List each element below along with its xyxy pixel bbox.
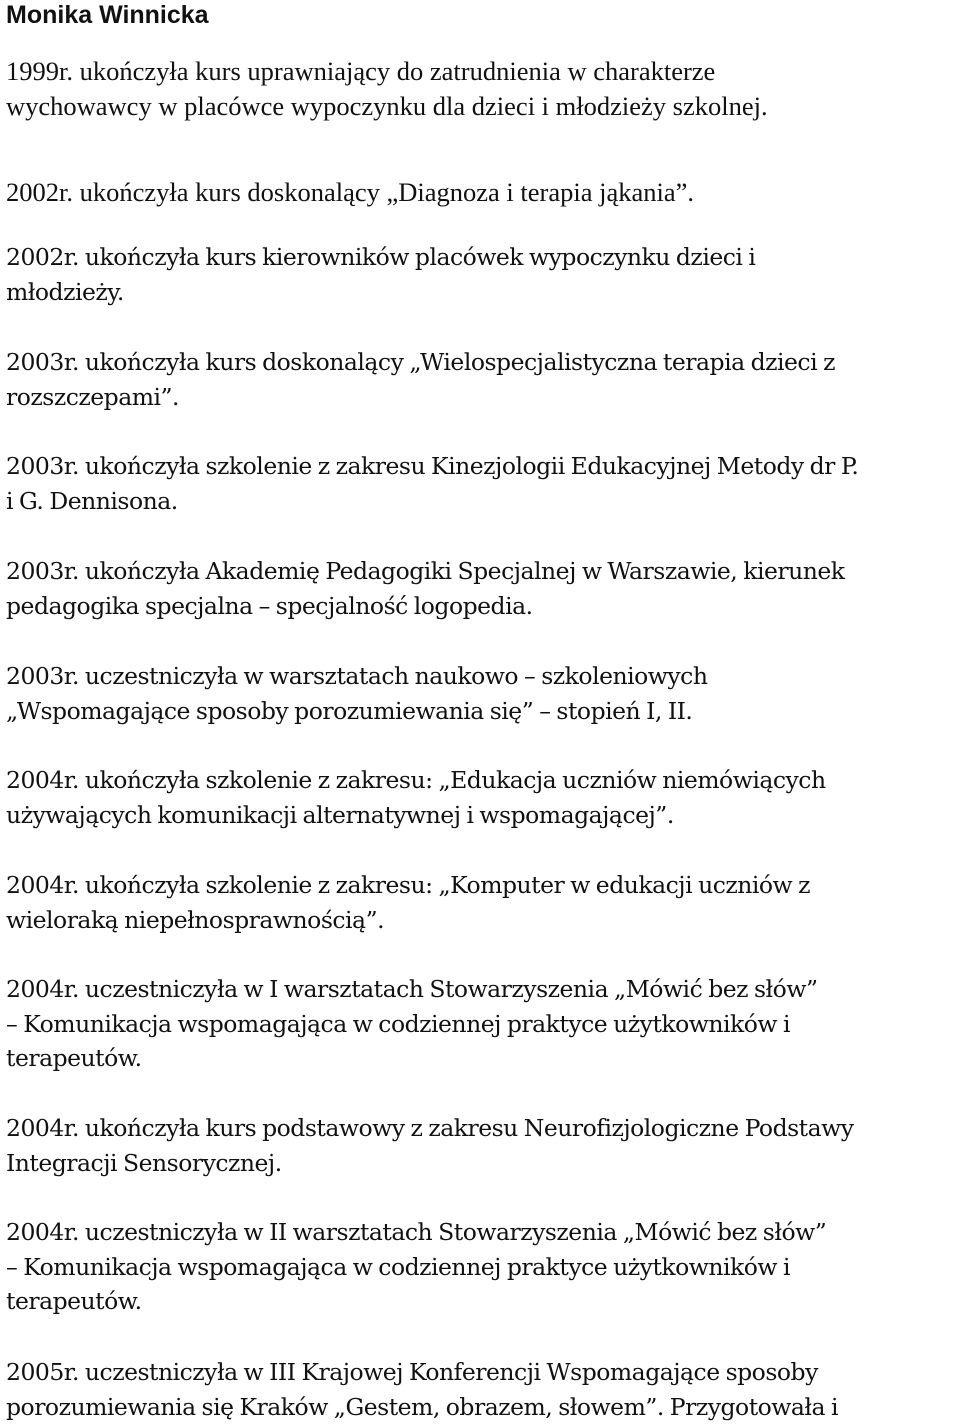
entry-line: wychowawcy w placówce wypoczynku dla dzieci i młodzieży szkolnej. [6, 90, 768, 121]
entry-line: porozumiewania się Kraków „Gestem, obrazem, słowem”. Przygotowała i [6, 1392, 839, 1421]
entry-line: 2004r. ukończyła szkolenie z zakresu: „Komputer w edukacji uczniów z [6, 871, 811, 899]
person-name: Monika Winnicka [6, 1, 209, 29]
entry-line: „Wspomagające sposoby porozumiewania się” – stopień I, II. [6, 696, 693, 725]
entry-2002-stuttering-course [6, 175, 694, 210]
entry-2003-kinesiology [6, 449, 858, 518]
entry-line: terapeutów. [6, 1287, 142, 1315]
entry-line: 2002r. ukończyła kurs doskonalący „Diagnoza i terapia jąkania”. [6, 177, 695, 207]
entry-2003-academy [6, 554, 845, 623]
entry-line: młodzieży. [6, 277, 124, 306]
entry-line: 2005r. uczestniczyła w III Krajowej Konferencji Wspomagające sposoby [6, 1358, 818, 1386]
entry-line: 2004r. uczestniczyła w II warsztatach Stowarzyszenia „Mówić bez słów” [6, 1218, 827, 1246]
entry-line: Integracji Sensorycznej. [6, 1148, 282, 1177]
entry-2004-workshops-ii [6, 1215, 826, 1319]
entry-line: i G. Dennisona. [6, 486, 178, 515]
entry-2004-workshops-i [6, 972, 817, 1076]
entry-2004-sensory-integration [6, 1111, 854, 1180]
entry-line: 1999r. ukończyła kurs uprawniający do zatrudnienia w charakterze [6, 56, 716, 86]
document-page [6, 0, 956, 1421]
entry-line: 2003r. uczestniczyła w warsztatach naukowo – szkoleniowych [6, 662, 708, 690]
entry-line: 2004r. uczestniczyła w I warsztatach Stowarzyszenia „Mówić bez słów” [6, 975, 818, 1003]
entry-2002-leaders-course [6, 240, 755, 309]
entry-line: rozszczepami”. [6, 382, 179, 411]
entry-line: – Komunikacja wspomagająca w codziennej praktyce użytkowników i [6, 1009, 791, 1038]
entry-line: 2003r. ukończyła szkolenie z zakresu Kinezjologii Edukacyjnej Metody dr P. [6, 452, 859, 480]
entry-line: 2004r. ukończyła kurs podstawowy z zakresu Neurofizjologiczne Podstawy [6, 1114, 854, 1142]
entry-line: wieloraką niepełnosprawnością”. [6, 905, 385, 934]
entry-line: pedagogika specjalna – specjalność logopedia. [6, 591, 533, 620]
entry-line: 2003r. ukończyła kurs doskonalący „Wielospecjalistyczna terapia dzieci z [6, 348, 835, 376]
entry-line: – Komunikacja wspomagająca w codziennej praktyce użytkowników i [6, 1252, 791, 1281]
entry-line: 2003r. ukończyła Akademię Pedagogiki Specjalnej w Warszawie, kierunek [6, 557, 845, 585]
entry-1999-course [6, 54, 768, 123]
entry-2004-aac-training [6, 763, 826, 832]
entry-line: terapeutów. [6, 1044, 142, 1072]
entry-2004-computer-training [6, 868, 810, 937]
entry-line: 2002r. ukończyła kurs kierowników placówek wypoczynku dzieci i [6, 243, 756, 271]
entry-2003-cleft-therapy [6, 345, 835, 414]
entry-2005-conference [6, 1355, 838, 1424]
entry-2003-workshops [6, 659, 707, 728]
entry-line: 2004r. ukończyła szkolenie z zakresu: „Edukacja uczniów niemówiących [6, 766, 826, 794]
entry-line: używających komunikacji alternatywnej i wspomagającej”. [6, 800, 674, 829]
